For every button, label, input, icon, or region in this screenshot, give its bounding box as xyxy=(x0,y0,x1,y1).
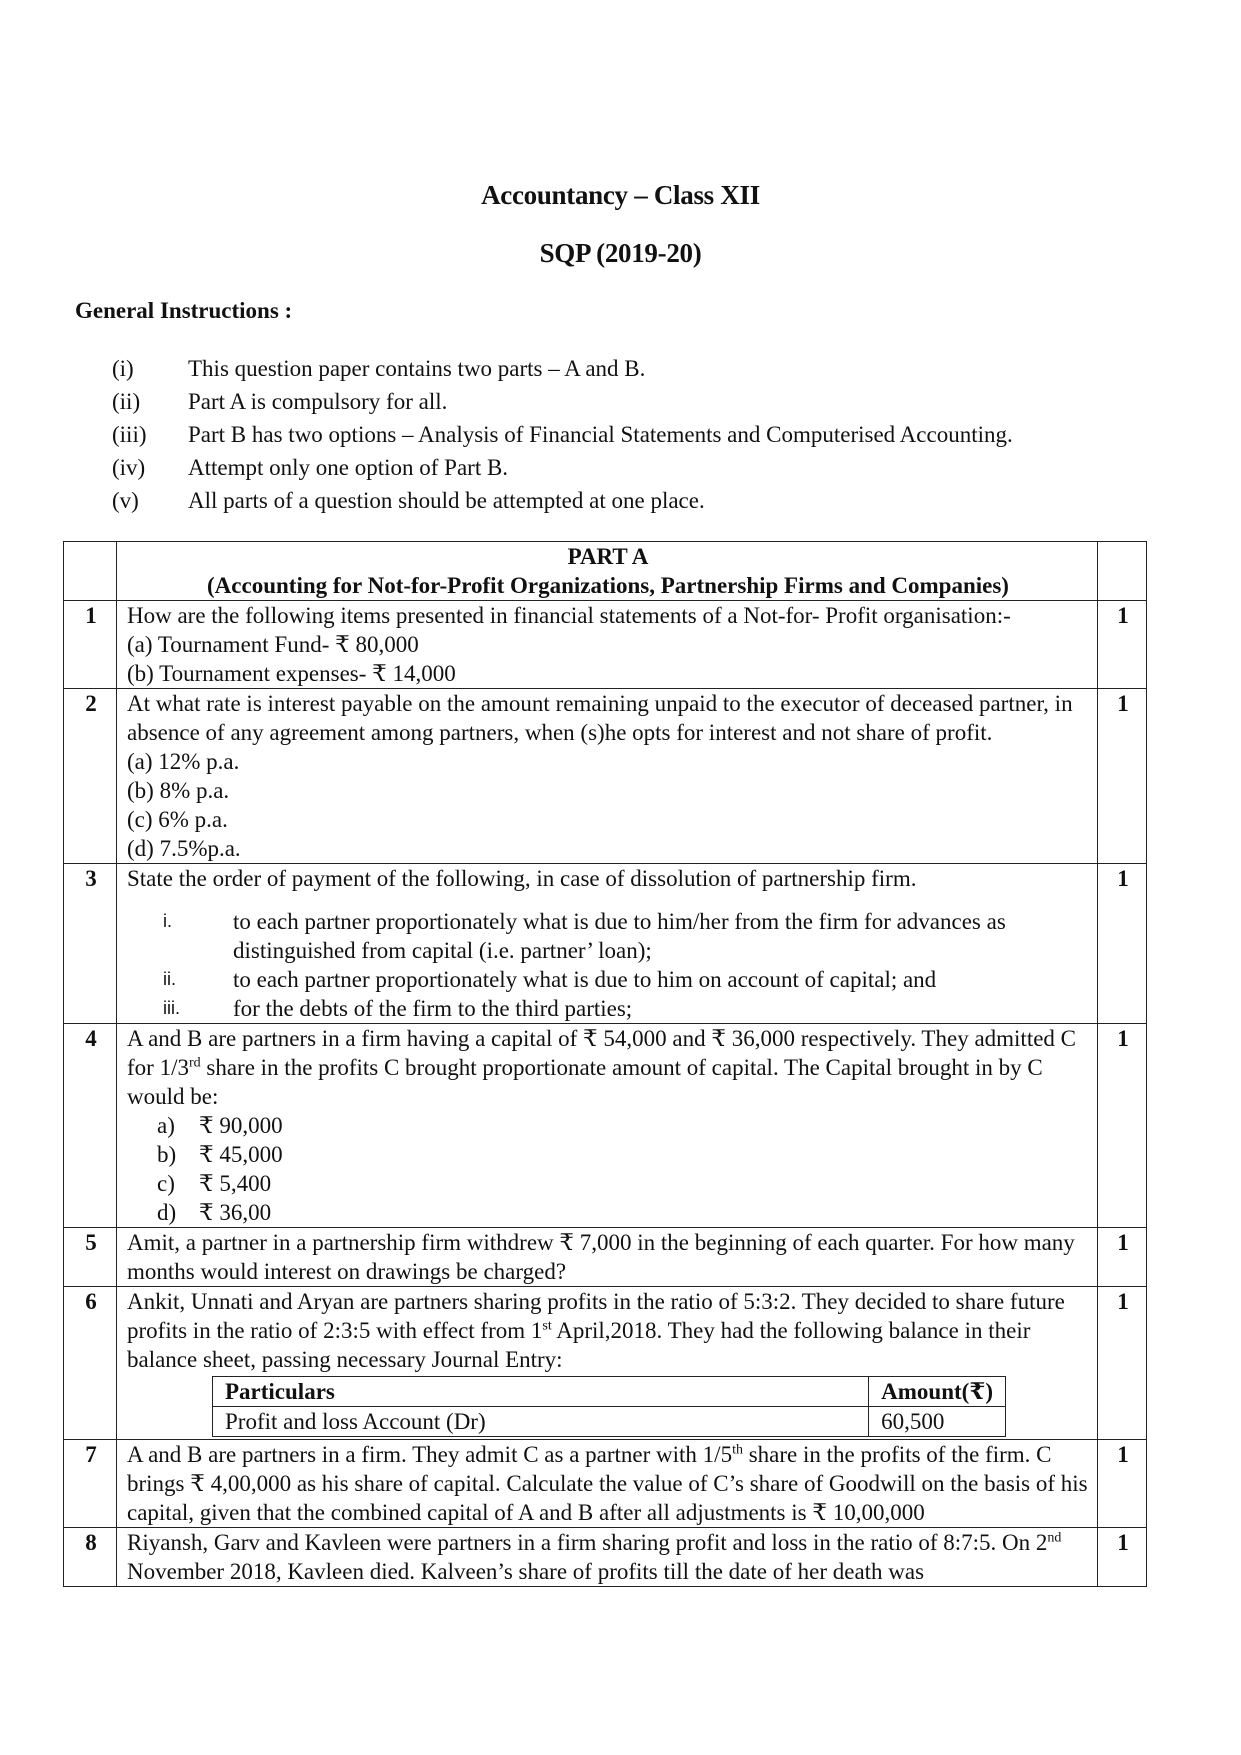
question-row xyxy=(64,1440,1147,1528)
question-row xyxy=(64,1024,1147,1228)
question-row xyxy=(64,1528,1147,1587)
instruction-text: Attempt only one option of Part B. xyxy=(188,455,509,480)
question-option xyxy=(127,1169,1089,1198)
question-text: State the order of payment of the following, in case of dissolution of partnership firm. xyxy=(127,866,917,891)
document-title: Accountancy – Class XII xyxy=(481,180,760,210)
balance-table-header xyxy=(213,1377,1006,1407)
instruction-item xyxy=(112,451,1013,484)
question-marks: 1 xyxy=(1098,1024,1147,1228)
question-number: 1 xyxy=(64,601,117,689)
question-body xyxy=(117,689,1098,864)
instruction-text: Part B has two options – Analysis of Financial Statements and Computerised Accounting. xyxy=(188,422,1013,447)
sublist-item xyxy=(127,965,1089,994)
question-option: (d) 7.5%p.a. xyxy=(127,836,241,861)
sublist-number: iii. xyxy=(163,998,180,1018)
instruction-number: (iii) xyxy=(112,422,147,447)
question-option: (b) 8% p.a. xyxy=(127,778,230,803)
instruction-item xyxy=(112,418,1013,451)
question-row xyxy=(64,864,1147,1024)
question-option xyxy=(127,1198,1089,1227)
part-subtitle: (Accounting for Not-for-Profit Organizations, Partnership Firms and Companies) xyxy=(207,573,1009,598)
sublist-number: i. xyxy=(163,911,172,931)
instruction-number: (i) xyxy=(112,356,134,381)
balance-table xyxy=(212,1376,1006,1437)
question-option: (c) 6% p.a. xyxy=(127,807,228,832)
question-body xyxy=(117,1024,1098,1228)
question-option: (a) 12% p.a. xyxy=(127,749,240,774)
question-text: A and B are partners in a firm. They admit C as a partner with 1/5 xyxy=(127,1442,733,1467)
instruction-item xyxy=(112,385,1013,418)
sublist-text: to each partner proportionately what is due to him on account of capital; and xyxy=(233,967,937,992)
instructions-heading: General Instructions : xyxy=(75,298,293,323)
question-number: 2 xyxy=(64,689,117,864)
question-text: A and B are partners in a firm having a capital of ₹ 54,000 and ₹ 36,000 respectively. They admitted C for 1/3 xyxy=(127,1026,1077,1080)
question-option: (b) Tournament expenses- ₹ 14,000 xyxy=(127,661,456,686)
column-header: Particulars xyxy=(213,1377,869,1407)
question-marks: 1 xyxy=(1098,1287,1147,1440)
option-text: ₹ 36,00 xyxy=(199,1200,272,1225)
option-text: ₹ 5,400 xyxy=(199,1171,272,1196)
question-body xyxy=(117,1287,1098,1440)
question-marks: 1 xyxy=(1098,1528,1147,1587)
question-text: At what rate is interest payable on the amount remaining unpaid to the executor of deceased partner, in absence of any agreement among partners, when (s)he opts for interest and not share of profit. xyxy=(127,691,1073,745)
question-row xyxy=(64,601,1147,689)
sublist-text: for the debts of the firm to the third parties; xyxy=(233,996,633,1021)
question-marks: 1 xyxy=(1098,601,1147,689)
superscript: rd xyxy=(188,1055,201,1071)
instruction-text: Part A is compulsory for all. xyxy=(188,389,448,414)
instruction-text: All parts of a question should be attempted at one place. xyxy=(188,488,705,513)
question-number: 5 xyxy=(64,1228,117,1287)
part-title: PART A xyxy=(567,544,649,569)
sublist-item xyxy=(127,994,1089,1023)
question-sublist xyxy=(127,907,1089,1023)
question-text: November 2018, Kavleen died. Kalveen’s share of profits till the date of her death was xyxy=(127,1559,925,1584)
question-number: 6 xyxy=(64,1287,117,1440)
question-row xyxy=(64,1287,1147,1440)
question-option: (a) Tournament Fund- ₹ 80,000 xyxy=(127,632,419,657)
instruction-number: (ii) xyxy=(112,389,141,414)
question-number: 4 xyxy=(64,1024,117,1228)
superscript: th xyxy=(732,1442,743,1458)
question-text: share in the profits of the firm. C brings ₹ 4,00,000 as his share of capital. Calculate the value of C’s share of Goodwill on the basis of his capital, given that the combined capital of A and B after all adjustments is ₹ 10,00,000 xyxy=(127,1442,1088,1525)
instruction-text: This question paper contains two parts – A and B. xyxy=(188,356,646,381)
table-cell: Profit and loss Account (Dr) xyxy=(213,1407,869,1437)
sublist-text: to each partner proportionately what is due to him/her from the firm for advances as distinguished from capital (i.e. partner’ loan); xyxy=(233,909,1006,963)
question-body xyxy=(117,1228,1098,1287)
table-cell: 60,500 xyxy=(869,1407,1006,1437)
question-marks: 1 xyxy=(1098,1440,1147,1528)
question-text: share in the profits C brought proportionate amount of capital. The Capital brought in by C would be: xyxy=(127,1055,1043,1109)
question-row xyxy=(64,1228,1147,1287)
question-body xyxy=(117,1528,1098,1587)
part-header-row xyxy=(64,542,1147,601)
question-row xyxy=(64,689,1147,864)
question-text: How are the following items presented in financial statements of a Not-for- Profit organisation:- xyxy=(127,603,1011,628)
question-body xyxy=(117,864,1098,1024)
part-header xyxy=(117,542,1098,601)
balance-table-row xyxy=(213,1407,1006,1437)
questions-table xyxy=(63,541,1147,1587)
instruction-number: (iv) xyxy=(112,455,146,480)
option-letter: c) xyxy=(157,1171,175,1196)
question-number: 3 xyxy=(64,864,117,1024)
question-text: Ankit, Unnati and Aryan are partners sharing profits in the ratio of 5:3:2. They decided to share future profits in the ratio of 2:3:5 with effect from 1 xyxy=(127,1289,1065,1343)
instruction-number: (v) xyxy=(112,488,139,513)
question-marks: 1 xyxy=(1098,689,1147,864)
instructions-list xyxy=(112,352,1013,517)
sublist-item xyxy=(127,907,1089,965)
column-header: Amount(₹) xyxy=(869,1377,1006,1407)
option-text: ₹ 45,000 xyxy=(199,1142,283,1167)
question-text: Amit, a partner in a partnership firm withdrew ₹ 7,000 in the beginning of each quarter. For how many months would interest on drawings be charged? xyxy=(127,1230,1075,1284)
option-text: ₹ 90,000 xyxy=(199,1113,283,1138)
sublist-number: ii. xyxy=(163,969,176,989)
instruction-item xyxy=(112,352,1013,385)
option-letter: a) xyxy=(157,1113,175,1138)
option-letter: b) xyxy=(157,1142,177,1167)
question-option xyxy=(127,1111,1089,1140)
document-subtitle: SQP (2019-20) xyxy=(539,238,702,268)
instruction-item xyxy=(112,484,1013,517)
question-body xyxy=(117,1440,1098,1528)
question-text: April,2018. They had the following balance in their balance sheet, passing necessary Journal Entry: xyxy=(127,1318,1031,1372)
question-option xyxy=(127,1140,1089,1169)
superscript: st xyxy=(542,1318,552,1334)
question-body xyxy=(117,601,1098,689)
question-number: 8 xyxy=(64,1528,117,1587)
superscript: nd xyxy=(1047,1530,1062,1546)
question-number: 7 xyxy=(64,1440,117,1528)
question-marks: 1 xyxy=(1098,1228,1147,1287)
option-letter: d) xyxy=(157,1200,177,1225)
question-marks: 1 xyxy=(1098,864,1147,1024)
question-text: Riyansh, Garv and Kavleen were partners in a firm sharing profit and loss in the ratio of 8:7:5. On 2 xyxy=(127,1530,1048,1555)
